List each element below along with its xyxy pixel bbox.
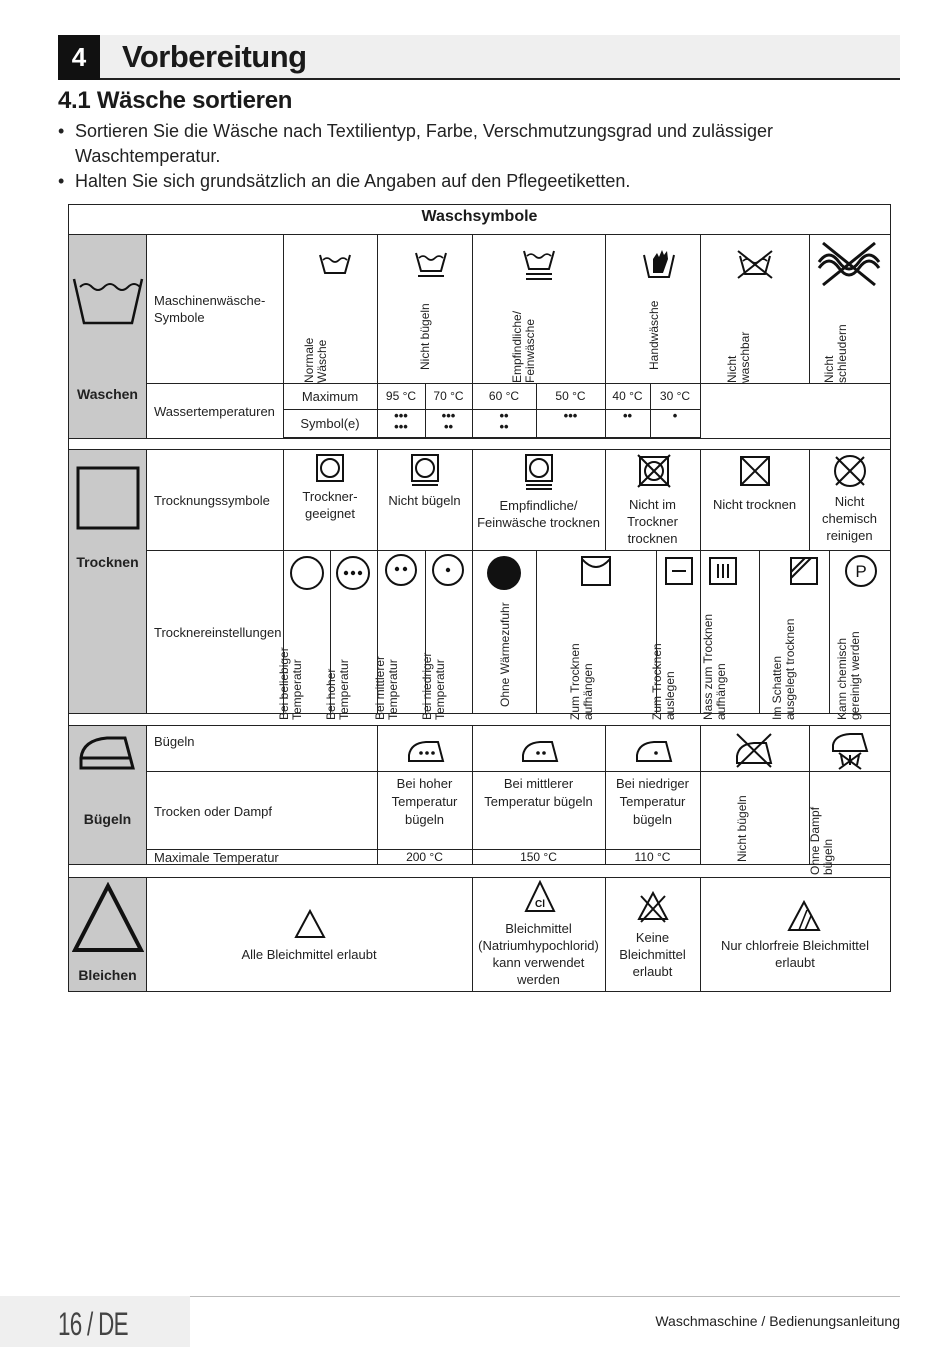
chlorine-mark: Cl: [535, 899, 545, 910]
chapter-header-rule: [58, 78, 900, 80]
bleach-text: Bleichmittel (Natriumhypochlorid) kann verwendet werden: [478, 921, 599, 987]
dry-symbol-text: Nicht chemisch reinigen: [822, 494, 877, 543]
dryer-setting-label: Ohne Wärmezufuhr: [498, 602, 512, 707]
buegeln-label: Bügeln: [83, 811, 132, 827]
tumble-dry-icon: [315, 453, 345, 483]
dryer-setting-label: Bei beliebiger Temperatur: [277, 647, 304, 720]
dryer-setting-label: Kann chemisch gereinigt werden: [835, 631, 862, 720]
dry-symbol-text: Empfindliche/ Feinwäsche trocknen: [477, 498, 600, 530]
twisted-cloth-crossed-icon: [813, 240, 885, 288]
circle-two-dots-icon: [384, 553, 418, 587]
max-temp-row-label: Maximale Temperatur: [154, 850, 279, 865]
line-dry-icon: [580, 555, 612, 587]
dryer-setting-label: Zum Trocknen aufhängen: [568, 643, 595, 720]
dry-symbol-text: Nicht bügeln: [388, 493, 461, 508]
tumble-dry-bar-icon: [410, 453, 440, 487]
dry-clean-crossed-icon: [831, 452, 869, 490]
bullet-1-line2: Waschtemperatur.: [75, 146, 221, 166]
maximum-label: Maximum: [301, 389, 359, 404]
dryer-setting-label: Bei niedriger Temperatur: [420, 652, 447, 720]
washtub-crossed-icon: [735, 248, 775, 280]
washtub-hand-icon: [641, 247, 677, 281]
iron-large-icon: [77, 728, 137, 772]
chapter-number-box: [58, 35, 100, 80]
wash-symbol-label: Empfindliche/ Feinwäsche: [510, 310, 537, 383]
iron-crossed-icon: [733, 730, 775, 770]
bullet-2-line1: Halten Sie sich grundsätzlich an die Angaben auf den Pflegeetiketten.: [75, 171, 631, 191]
dry-crossed-icon: [737, 453, 773, 489]
wash-symbols-label: Maschinenwäsche- Symbole: [154, 293, 266, 325]
tumble-dry-crossed-icon: [636, 453, 672, 489]
washtub-icon: [317, 251, 353, 277]
iron-max-temp: 200 °C: [406, 850, 443, 864]
circle-one-dot-icon: [431, 553, 465, 587]
wash-symbol-label: Normale Wäsche: [302, 337, 329, 383]
iron-no-steam-icon: [829, 729, 871, 771]
iron-max-temp: 110 °C: [634, 850, 671, 864]
bullet-2: • Halten Sie sich grundsätzlich an die Angaben auf den Pflegeetiketten.: [58, 169, 898, 194]
footer-rule: [190, 1296, 900, 1297]
temp-value: 60 °C: [488, 389, 520, 403]
dryer-settings-label: Trocknereinstellungen: [154, 625, 282, 640]
bleichen-label: Bleichen: [78, 967, 137, 983]
dry-symbol-text: Nicht im Trockner trocknen: [627, 497, 678, 546]
symbol-label: Symbol(e): [300, 416, 360, 431]
drying-symbols-label: Trocknungssymbole: [154, 493, 270, 508]
triangle-large-icon: [72, 882, 144, 954]
bleach-text: Keine Bleichmittel erlaubt: [619, 930, 686, 979]
temp-value: 40 °C: [612, 389, 643, 403]
washtub-one-bar-icon: [413, 249, 449, 281]
filled-circle-icon: [485, 554, 523, 592]
temp-dots: •• ••: [499, 408, 509, 434]
dryer-setting-label: Bei hoher Temperatur: [324, 659, 351, 720]
iron-one-dot-icon: [634, 736, 674, 764]
iron-max-temp: 150 °C: [520, 850, 557, 864]
iron-level-text: Bei hoher Temperatur bügeln: [391, 776, 458, 827]
temp-dots: •••: [563, 408, 578, 423]
dry-clean-p-icon: [844, 554, 878, 588]
wash-symbol-label: Nicht schleudern: [822, 324, 849, 383]
circle-three-dots-icon: [335, 555, 371, 591]
iron-level-text: Bei niedriger Temperatur bügeln: [616, 776, 689, 827]
dry-steam-row-label: Trocken oder Dampf: [154, 804, 273, 819]
trocknen-label: Trocknen: [76, 554, 139, 570]
table-title: Waschsymbole: [421, 208, 538, 225]
chapter-title: Vorbereitung: [122, 39, 307, 74]
temp-dots: ••: [622, 408, 633, 423]
svg-text:P: P: [855, 562, 867, 581]
temp-dots: ••• •••: [394, 408, 408, 434]
dry-symbol-text: Nicht trocknen: [712, 497, 797, 512]
dry-symbol-text: Trockner- geeignet: [302, 489, 358, 521]
square-large-icon: [76, 466, 140, 530]
wash-symbol-label: Nicht bügeln: [418, 303, 432, 370]
drip-dry-icon: [708, 556, 738, 586]
washtub-two-bars-icon: [521, 247, 557, 283]
temp-value: 30 °C: [659, 389, 691, 403]
chapter-number: 4: [71, 42, 87, 72]
ironing-row-label: Bügeln: [154, 734, 195, 749]
no-steam-label: Ohne Dampf bügeln: [808, 806, 835, 875]
iron-three-dots-icon: [406, 736, 446, 764]
waschen-label: Waschen: [77, 386, 138, 402]
temp-value: 50 °C: [555, 389, 586, 403]
triangle-icon: [294, 909, 326, 939]
wash-symbol-label: Nicht waschbar: [725, 331, 752, 383]
triangle-cl-icon: [524, 880, 556, 914]
dry-shade-icon: [789, 556, 819, 586]
dryer-setting-label: Zum Trocknen auslegen: [650, 643, 677, 720]
iron-two-dots-icon: [520, 736, 560, 764]
triangle-striped-icon: [787, 900, 821, 932]
page-number: 16 / DE: [58, 1306, 128, 1342]
wash-symbol-label: Handwäsche: [647, 300, 661, 370]
temp-dots: ••• ••: [441, 408, 456, 434]
bullet-1: • Sortieren Sie die Wäsche nach Textilientyp, Farbe, Verschmutzungsgrad und zulässiger Waschtemperatur.: [58, 119, 898, 169]
dry-flat-icon: [664, 556, 694, 586]
bleach-text: Nur chlorfreie Bleichmittel erlaubt: [720, 938, 870, 970]
dryer-setting-label: Nass zum Trocknen aufhängen: [701, 613, 728, 720]
washtub-large-icon: [72, 273, 144, 329]
water-temp-label: Wassertemperaturen: [154, 404, 275, 419]
bleach-text: Alle Bleichmittel erlaubt: [241, 947, 377, 962]
temp-value: 95 °C: [385, 389, 417, 403]
temp-dots: •: [672, 408, 678, 423]
triangle-crossed-icon: [636, 890, 670, 924]
iron-level-text: Bei mittlerer Temperatur bügeln: [484, 776, 593, 809]
section-title: 4.1 Wäsche sortieren: [58, 87, 293, 114]
circle-icon: [289, 555, 325, 591]
no-iron-label: Nicht bügeln: [735, 795, 749, 862]
footer-doc-title: Waschmaschine / Bedienungsanleitung: [655, 1313, 900, 1329]
bullet-1-line1: Sortieren Sie die Wäsche nach Textilientyp, Farbe, Verschmutzungsgrad und zulässiger: [75, 121, 774, 141]
temp-value: 70 °C: [433, 389, 464, 403]
dryer-setting-label: Im Schatten ausgelegt trocknen: [770, 618, 797, 720]
tumble-dry-two-bars-icon: [524, 453, 554, 491]
dryer-setting-label: Bei mittlerer Temperatur: [373, 655, 400, 720]
